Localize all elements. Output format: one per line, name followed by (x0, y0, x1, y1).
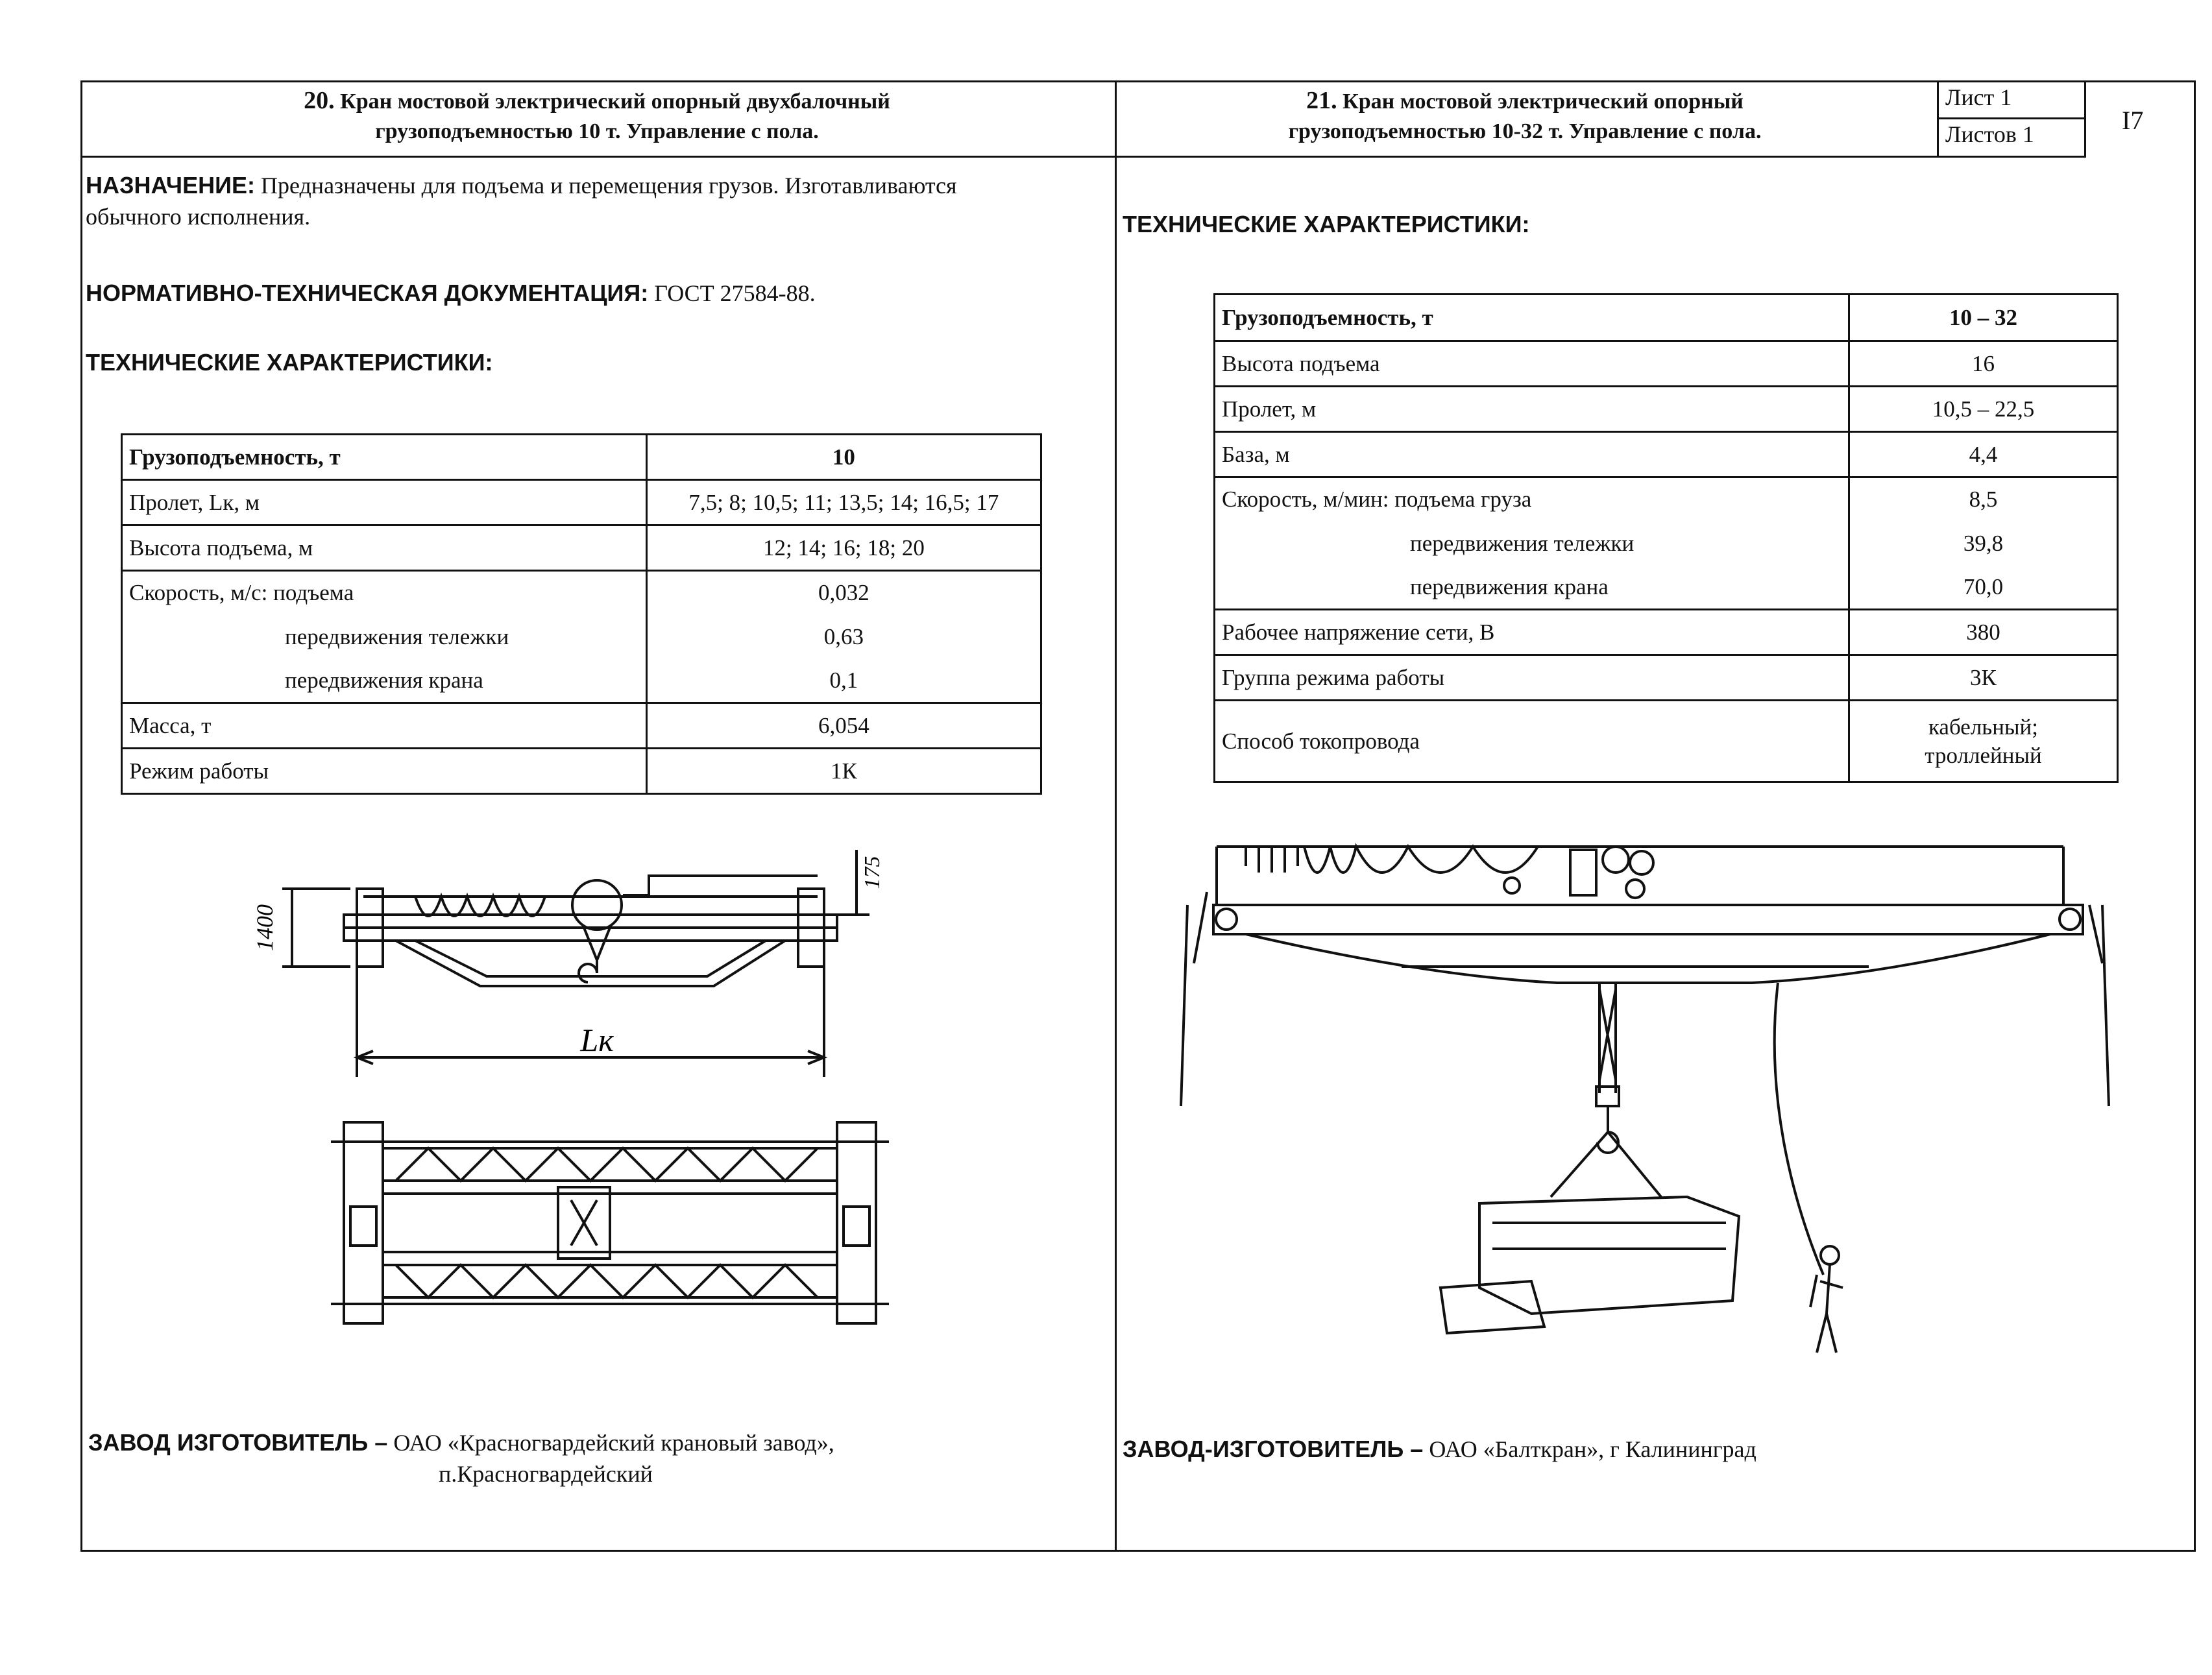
spec-label: передвижения тележки (1215, 522, 1849, 566)
spec-value: 0,63 (646, 615, 1041, 659)
spec-value: 70,0 (1849, 566, 2117, 610)
table-row (122, 571, 1041, 615)
right-maker-label: ЗАВОД-ИЗГОТОВИТЕЛЬ – (1123, 1436, 1424, 1462)
right-title-line1: Кран мостовой электрический опорный (1343, 90, 1744, 114)
spec-label: Скорость, м/мин: подъема груза (1215, 477, 1849, 522)
spec-value: 1К (646, 749, 1041, 794)
spec-value: 0,1 (646, 659, 1041, 703)
spec-label: передвижения крана (1215, 566, 1849, 610)
sheet-box: Лист 1 (1937, 80, 2086, 119)
table-row (122, 703, 1041, 749)
left-maker-label: ЗАВОД ИЗГОТОВИТЕЛЬ – (88, 1429, 388, 1456)
crane-elevation-drawing (247, 837, 908, 1090)
left-tech-heading: ТЕХНИЧЕСКИЕ ХАРАКТЕРИСТИКИ: (86, 349, 493, 376)
dim-height-label: 1400 (252, 904, 278, 951)
left-title-line1: Кран мостовой электрический опорный двухбалочный (340, 90, 890, 114)
table-row (1215, 655, 2118, 701)
spec-label: Пролет, м (1215, 387, 1849, 432)
feed-value-line2: троллейный (1925, 742, 2042, 768)
spec-label: Масса, т (122, 703, 647, 749)
spec-label: База, м (1215, 432, 1849, 477)
spec-value: 10 (646, 435, 1041, 480)
right-maker-text: ОАО «Балткран», г Калининград (1429, 1436, 1756, 1462)
spec-value: 380 (1849, 610, 2117, 655)
spec-label: Рабочее напряжение сети, В (1215, 610, 1849, 655)
table-row (1215, 610, 2118, 655)
table-row (1215, 295, 2118, 341)
left-title-line2: грузоподъемностью 10 т. Управление с пола. (375, 119, 819, 143)
spec-label: Грузоподъемность, т (122, 435, 647, 480)
right-maker (1123, 1434, 2096, 1465)
spec-value: 7,5; 8; 10,5; 11; 13,5; 14; 16,5; 17 (646, 480, 1041, 525)
spec-label: Пролет, Lк, м (122, 480, 647, 525)
spec-value: 3К (1849, 655, 2117, 701)
right-item-number: 21. (1306, 87, 1337, 114)
table-row (122, 435, 1041, 480)
table-row (122, 525, 1041, 571)
column-divider (1115, 80, 1117, 1552)
spec-value: 0,032 (646, 571, 1041, 615)
crane-illustration (1168, 834, 2115, 1430)
page-number: I7 (2122, 106, 2144, 135)
table-row (122, 615, 1041, 659)
right-spec-table (1213, 293, 2119, 783)
left-item-number: 20. (304, 87, 335, 114)
left-maker-text1: ОАО «Красногвардейский крановый завод», (393, 1430, 834, 1456)
norm-paragraph (86, 278, 1111, 309)
spec-label: передвижения тележки (122, 615, 647, 659)
table-row (1215, 432, 2118, 477)
spec-value: 6,054 (646, 703, 1041, 749)
purpose-label: НАЗНАЧЕНИЕ: (86, 172, 255, 199)
table-row (1215, 701, 2118, 782)
purpose-text2: обычного исполнения. (86, 204, 311, 230)
purpose-text1: Предназначены для подъема и перемещения грузов. Изготавливаются (260, 173, 957, 199)
header-divider (80, 156, 2085, 158)
table-row (1215, 566, 2118, 610)
spec-value: 10 – 32 (1849, 295, 2117, 341)
left-maker-text2: п.Красногвардейский (439, 1461, 653, 1487)
spec-value (1849, 701, 2117, 782)
spec-label: Группа режима работы (1215, 655, 1849, 701)
spec-label: Способ токопровода (1215, 701, 1849, 782)
table-row (122, 749, 1041, 794)
left-maker (88, 1427, 1100, 1489)
spec-label: передвижения крана (122, 659, 647, 703)
left-spec-table (121, 433, 1042, 795)
right-title (1123, 86, 1927, 147)
crane-plan-drawing (324, 1116, 895, 1336)
spec-value: 8,5 (1849, 477, 2117, 522)
spec-label: Скорость, м/с: подъема (122, 571, 647, 615)
spec-value: 39,8 (1849, 522, 2117, 566)
feed-value-line1: кабельный; (1928, 714, 2038, 740)
table-row (1215, 341, 2118, 387)
table-row (1215, 522, 2118, 566)
spec-label: Высота подъема, м (122, 525, 647, 571)
left-title (84, 86, 1110, 147)
spec-value: 16 (1849, 341, 2117, 387)
table-row (122, 480, 1041, 525)
purpose-paragraph (86, 170, 1111, 232)
table-row (122, 659, 1041, 703)
table-row (1215, 387, 2118, 432)
right-title-line2: грузоподъемностью 10-32 т. Управление с пола. (1288, 119, 1762, 143)
spec-label: Грузоподъемность, т (1215, 295, 1849, 341)
dim-span-label: Lк (580, 1022, 614, 1058)
right-tech-heading: ТЕХНИЧЕСКИЕ ХАРАКТЕРИСТИКИ: (1123, 211, 1530, 237)
spec-label: Высота подъема (1215, 341, 1849, 387)
dim-top-label: 175 (860, 856, 884, 889)
spec-value: 12; 14; 16; 18; 20 (646, 525, 1041, 571)
table-row (1215, 477, 2118, 522)
sheets-box: Листов 1 (1937, 117, 2086, 158)
spec-value: 4,4 (1849, 432, 2117, 477)
spec-label: Режим работы (122, 749, 647, 794)
spec-value: 10,5 – 22,5 (1849, 387, 2117, 432)
norm-text: ГОСТ 27584-88. (654, 280, 816, 306)
norm-label: НОРМАТИВНО-ТЕХНИЧЕСКАЯ ДОКУМЕНТАЦИЯ: (86, 280, 649, 306)
